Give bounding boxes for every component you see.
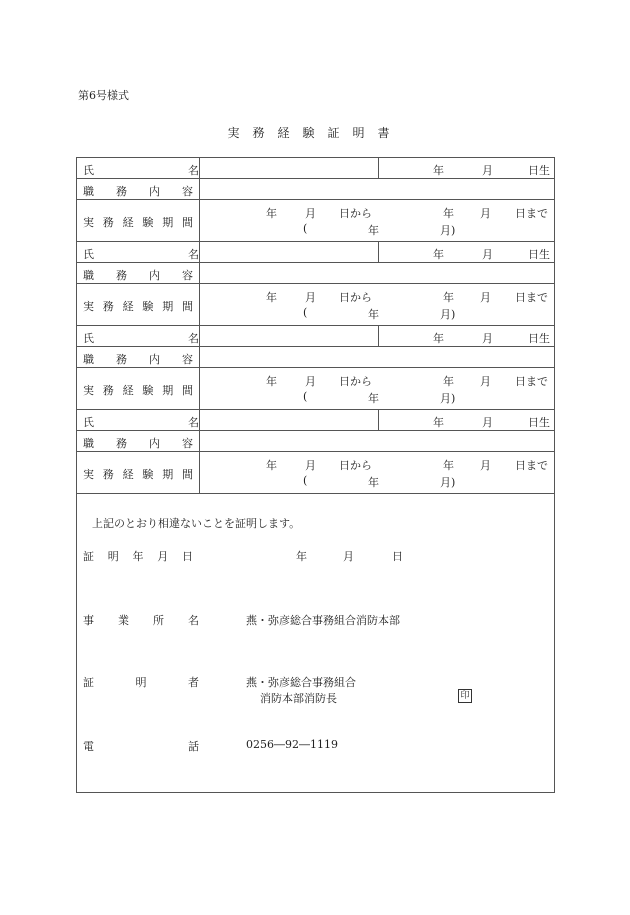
until-year-unit: 年 (443, 207, 454, 220)
cert-year-unit: 年 (296, 550, 307, 563)
duration-year-unit: 年 (368, 476, 379, 489)
phone-value: 0256―92―1119 (246, 738, 338, 751)
birth-year-unit: 年 (433, 164, 444, 177)
from-day-unit: 日から (339, 375, 372, 388)
name-label-b: 名 (188, 164, 199, 177)
duties-field[interactable] (203, 349, 551, 365)
name-field[interactable] (203, 160, 375, 176)
birth-year-unit: 年 (433, 416, 444, 429)
period-row (77, 368, 554, 410)
name-label-a: 氏 (83, 332, 94, 345)
until-year-unit: 年 (443, 459, 454, 472)
duration-month-unit: 月) (440, 476, 456, 489)
name-field[interactable] (203, 412, 375, 428)
duties-label: 職 務 内 容 (83, 185, 193, 198)
duties-label: 職 務 内 容 (83, 437, 193, 450)
cert-day-unit: 日 (392, 550, 403, 563)
period-label: 実 務 経 験 期 間 (83, 468, 193, 481)
birth-month-unit: 月 (482, 332, 493, 345)
period-label: 実 務 経 験 期 間 (83, 384, 193, 397)
from-year-unit: 年 (266, 459, 277, 472)
duties-label: 職 務 内 容 (83, 269, 193, 282)
name-row (77, 242, 554, 263)
period-row (77, 200, 554, 242)
from-day-unit: 日から (339, 459, 372, 472)
from-year-unit: 年 (266, 291, 277, 304)
duties-row (77, 347, 554, 368)
until-day-unit: 日まで (515, 291, 548, 304)
duties-field[interactable] (203, 433, 551, 449)
until-month-unit: 月 (480, 207, 491, 220)
until-year-unit: 年 (443, 375, 454, 388)
duration-paren-open: ( (303, 222, 308, 235)
certifier-line-1: 燕・弥彦総合事務組合 (246, 676, 356, 689)
duration-month-unit: 月) (440, 392, 456, 405)
birth-day-unit: 日生 (528, 416, 550, 429)
office-label: 事 業 所 名 (83, 614, 199, 627)
duration-month-unit: 月) (440, 308, 456, 321)
from-day-unit: 日から (339, 291, 372, 304)
experience-entry (77, 242, 554, 326)
name-row (77, 410, 554, 431)
from-year-unit: 年 (266, 375, 277, 388)
name-label-a: 氏 (83, 416, 94, 429)
certificate-form (76, 157, 555, 793)
duties-row (77, 263, 554, 284)
birth-year-unit: 年 (433, 332, 444, 345)
birth-year-unit: 年 (433, 248, 444, 261)
name-label-a: 氏 (83, 164, 94, 177)
birth-month-unit: 月 (482, 416, 493, 429)
name-label-b: 名 (188, 248, 199, 261)
duties-row (77, 431, 554, 452)
from-month-unit: 月 (305, 207, 316, 220)
from-month-unit: 月 (305, 459, 316, 472)
form-number: 第6号様式 (78, 89, 129, 102)
certification-statement: 上記のとおり相違ないことを証明します。 (92, 517, 301, 530)
certification-section (77, 494, 554, 794)
birth-month-unit: 月 (482, 164, 493, 177)
from-month-unit: 月 (305, 375, 316, 388)
until-month-unit: 月 (480, 375, 491, 388)
duration-year-unit: 年 (368, 392, 379, 405)
duration-year-unit: 年 (368, 224, 379, 237)
certifier-label: 証 明 者 (83, 676, 199, 689)
until-month-unit: 月 (480, 459, 491, 472)
until-day-unit: 日まで (515, 207, 548, 220)
birth-day-unit: 日生 (528, 164, 550, 177)
birth-day-unit: 日生 (528, 248, 550, 261)
seal-mark: 印 (458, 689, 472, 703)
name-field[interactable] (203, 244, 375, 260)
until-year-unit: 年 (443, 291, 454, 304)
period-row (77, 284, 554, 326)
duration-paren-open: ( (303, 306, 308, 319)
name-row (77, 158, 554, 179)
duties-row (77, 179, 554, 200)
from-year-unit: 年 (266, 207, 277, 220)
cert-month-unit: 月 (343, 550, 354, 563)
name-label-a: 氏 (83, 248, 94, 261)
from-day-unit: 日から (339, 207, 372, 220)
period-label: 実 務 経 験 期 間 (83, 216, 193, 229)
period-row (77, 452, 554, 494)
name-label-b: 名 (188, 332, 199, 345)
duration-year-unit: 年 (368, 308, 379, 321)
duties-field[interactable] (203, 265, 551, 281)
name-row (77, 326, 554, 347)
until-month-unit: 月 (480, 291, 491, 304)
cert-date-label: 証 明 年 月 日 (83, 550, 193, 563)
office-value: 燕・弥彦総合事務組合消防本部 (246, 614, 400, 627)
name-field[interactable] (203, 328, 375, 344)
duties-field[interactable] (203, 181, 551, 197)
birth-day-unit: 日生 (528, 332, 550, 345)
experience-entry (77, 410, 554, 494)
duties-label: 職 務 内 容 (83, 353, 193, 366)
experience-entry (77, 158, 554, 242)
until-day-unit: 日まで (515, 375, 548, 388)
certifier-line-2: 消防本部消防長 (260, 692, 337, 705)
experience-entry (77, 326, 554, 410)
document-title: 実務経験証明書 (227, 126, 403, 140)
duration-paren-open: ( (303, 390, 308, 403)
period-label: 実 務 経 験 期 間 (83, 300, 193, 313)
duration-month-unit: 月) (440, 224, 456, 237)
until-day-unit: 日まで (515, 459, 548, 472)
birth-month-unit: 月 (482, 248, 493, 261)
duration-paren-open: ( (303, 474, 308, 487)
from-month-unit: 月 (305, 291, 316, 304)
name-label-b: 名 (188, 416, 199, 429)
phone-label: 電 話 (83, 740, 199, 753)
